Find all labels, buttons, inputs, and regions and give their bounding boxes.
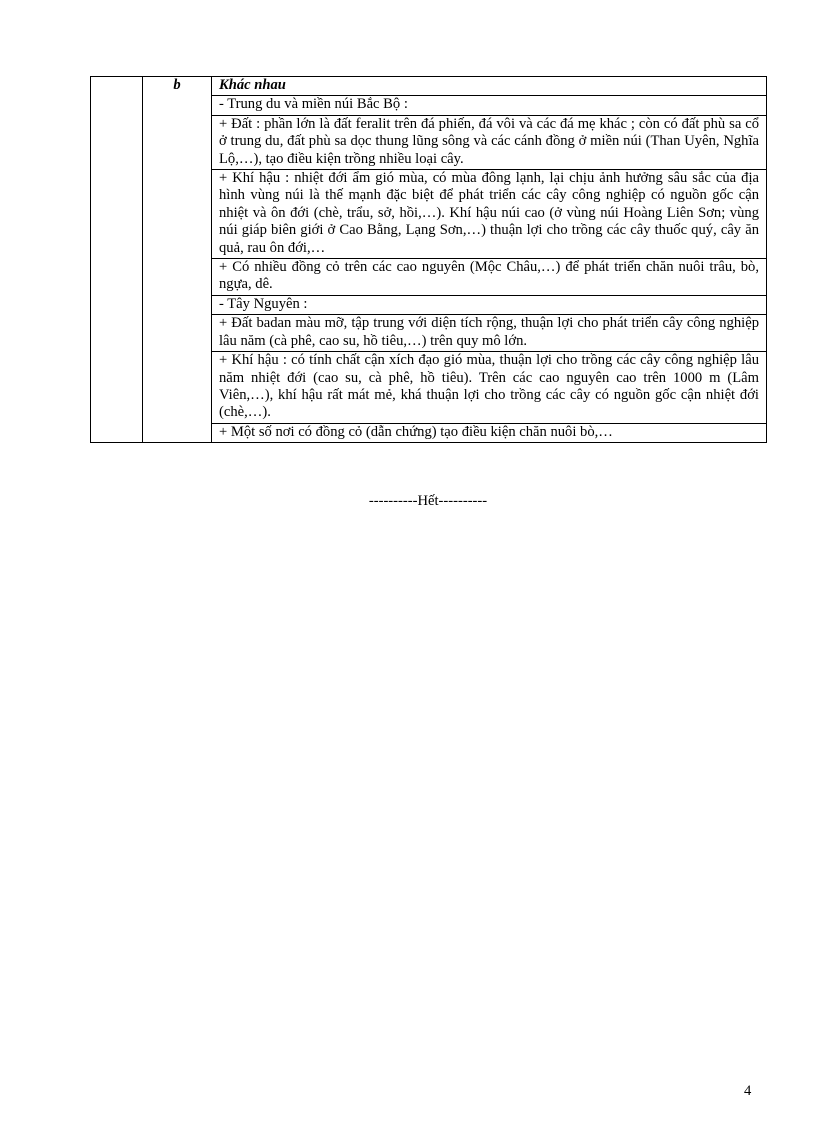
soil-text-northern: + Đất : phần lớn là đất feralit trên đá phiến, đá vôi và các đá mẹ khác ; còn có đất phù sa cổ ở trung du, đất phù sa dọc thung lũng sông và các cánh đồng ở miền núi (Than Uyên, Nghĩa Lộ,…), tạo điều kiện trồng nhiều loại cây. <box>212 115 767 169</box>
climate-text-highlands: + Khí hậu : có tính chất cận xích đạo gió mùa, thuận lợi cho trồng các cây công nghiệp lâu năm nhiệt đới (cao su, cà phê, hồ tiêu). Trên các cao nguyên cao trên 1000 m (Lâm Viên,…), khí hậu rất mát mẻ, khá thuận lợi cho trồng các cây có nguồn gốc cận nhiệt đới (chè,…). <box>212 352 767 424</box>
soil-text-highlands: + Đất badan màu mỡ, tập trung với diện tích rộng, thuận lợi cho phát triển cây công nghiệp lâu năm (cà phê, cao su, hồ tiêu,…) trên quy mô lớn. <box>212 315 767 352</box>
table-row-heading <box>91 77 767 96</box>
question-number-cell <box>91 77 143 443</box>
answer-table <box>90 76 767 443</box>
region-heading-central-highlands: - Tây Nguyên : <box>212 295 767 314</box>
end-of-document-mark: ----------Hết---------- <box>368 493 488 509</box>
page-number: 4 <box>744 1083 752 1099</box>
part-label: b <box>143 77 212 443</box>
grassland-text-northern: + Có nhiều đồng cỏ trên các cao nguyên (Mộc Châu,…) để phát triển chăn nuôi trâu, bò, ngựa, dê. <box>212 259 767 296</box>
climate-text-northern: + Khí hậu : nhiệt đới ẩm gió mùa, có mùa đông lạnh, lại chịu ảnh hưởng sâu sắc của địa hình vùng núi là thế mạnh đặc biệt để phát triển các cây công nghiệp có nguồn gốc cận nhiệt và ôn đới (chè, trẩu, sở, hồi,…). Khí hậu núi cao (ở vùng núi Hoàng Liên Sơn; vùng núi giáp biên giới ở Cao Bằng, Lạng Sơn,…) thuận lợi cho trồng các cây thuốc quý, cây ăn quả, rau ôn đới,… <box>212 170 767 259</box>
section-heading: Khác nhau <box>212 77 767 96</box>
region-heading-northern-midlands: - Trung du và miền núi Bắc Bộ : <box>212 96 767 115</box>
grassland-text-highlands: + Một số nơi có đồng cỏ (dẫn chứng) tạo điều kiện chăn nuôi bò,… <box>212 423 767 442</box>
